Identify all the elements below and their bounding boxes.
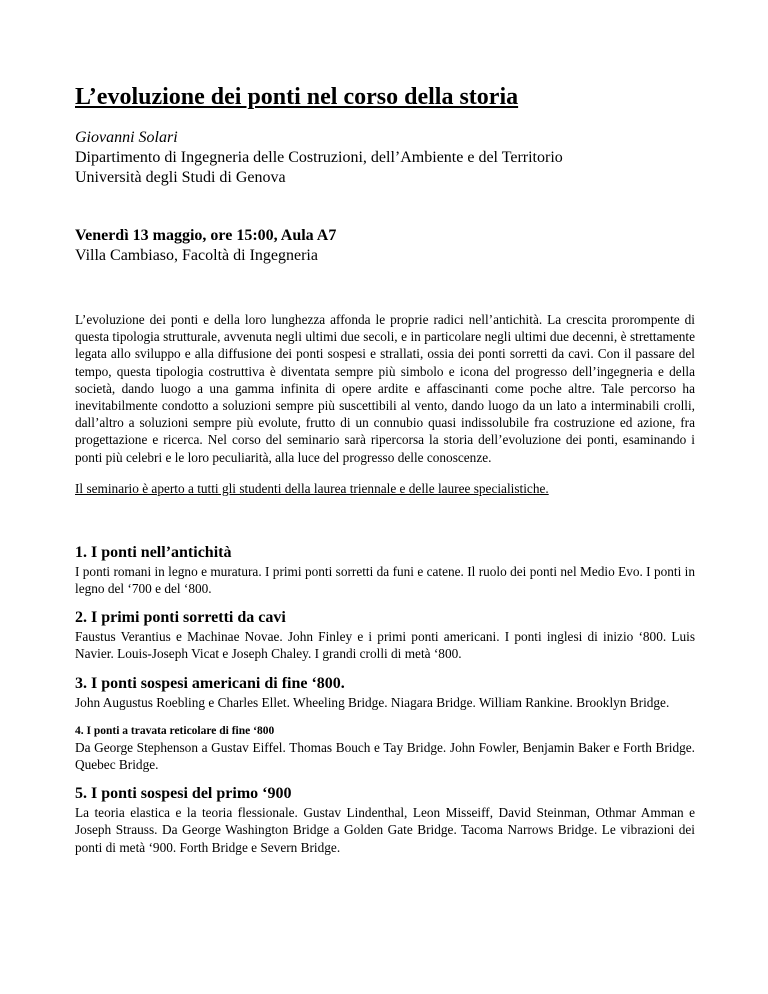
section-heading: 5. I ponti sospesi del primo ‘900 [75, 785, 292, 803]
section-5 [75, 784, 695, 856]
section-body: Faustus Verantius e Machinae Novae. John Finley e i primi ponti americani. I ponti inglesi di inizio ‘800. Luis Navier. Louis-Joseph Vicat e Joseph Chaley. I grandi crolli di metà ‘800. [75, 629, 695, 662]
author-block [75, 128, 695, 188]
author-name: Giovanni Solari [75, 129, 178, 146]
document-title: L’evoluzione dei ponti nel corso della storia [75, 84, 519, 110]
section-body: I ponti romani in legno e muratura. I primi ponti sorretti da funi e catene. Il ruolo dei ponti nel Medio Evo. I ponti in legno del ‘700 e del ‘800. [75, 563, 695, 597]
section-body: La teoria elastica e la teoria flessionale. Gustav Lindenthal, Leon Misseiff, David Steinman, Othmar Amman e Joseph Strauss. Da George Washington Bridge a Golden Gate Bridge. Tacoma Narrows Bridge. Le vibrazioni dei ponti di metà ‘900. Forth Bridge e Severn Bridge. [75, 805, 695, 855]
document-page [75, 82, 695, 856]
seminar-notice: Il seminario è aperto a tutti gli studenti della laurea triennale e delle lauree specialistiche. [75, 480, 549, 496]
event-block [75, 226, 695, 266]
section-body: Da George Stephenson a Gustav Eiffel. Thomas Bouch e Tay Bridge. John Fowler, Benjamin Baker e Forth Bridge. Quebec Bridge. [75, 739, 695, 773]
section-heading: 1. I ponti nell’antichità [75, 543, 232, 561]
section-2 [75, 608, 695, 662]
abstract-paragraph: L’evoluzione dei ponti e della loro lunghezza affonda le proprie radici nell’antichità. La crescita prorompente di questa tipologia strutturale, avvenuta negli ultimi due secoli, e in particolare negli ultimi due decenni, è strettamente legata allo sviluppo e alla diffusione dei ponti sospesi e strallati, ossia dei ponti sorretti da cavi. Con il passare del tempo, questa tipologia costruttiva è diventata sempre più simbolo e icona del progresso dell’ingegneria e della società, dando luogo a una gamma infinita di opere ardite e affascinanti come poche altre. Tale percorso ha inevitabilmente condotto a soluzioni sempre più suscettibili al vento, dando luogo da un lato a interminabili crolli, dall’altro a soluzioni sempre più evolute, frutto di un connubio quasi indissolubile fra costruzione ed azione, fra progettazione e ricerca. Nel corso del seminario sarà ripercorsa la storia dell’evoluzione dei ponti, esaminando i ponti più celebri e le loro peculiarità, alla luce del progresso delle conoscenze. [75, 312, 695, 465]
section-heading: 2. I primi ponti sorretti da cavi [75, 609, 286, 627]
section-body: John Augustus Roebling e Charles Ellet. Wheeling Bridge. Niagara Bridge. William Rankine. Brooklyn Bridge. [75, 694, 670, 710]
author-department: Dipartimento di Ingegneria delle Costruzioni, dell’Ambiente e del Territorio [75, 149, 563, 166]
author-university: Università degli Studi di Genova [75, 169, 286, 186]
section-1 [75, 543, 695, 597]
section-heading: 4. I ponti a travata reticolare di fine ‘800 [75, 724, 275, 737]
section-4 [75, 723, 695, 773]
section-3 [75, 674, 695, 711]
event-date: Venerdì 13 maggio, ore 15:00, Aula A7 [75, 227, 337, 244]
event-location: Villa Cambiaso, Facoltà di Ingegneria [75, 247, 318, 264]
section-heading: 3. I ponti sospesi americani di fine ‘800. [75, 674, 345, 692]
